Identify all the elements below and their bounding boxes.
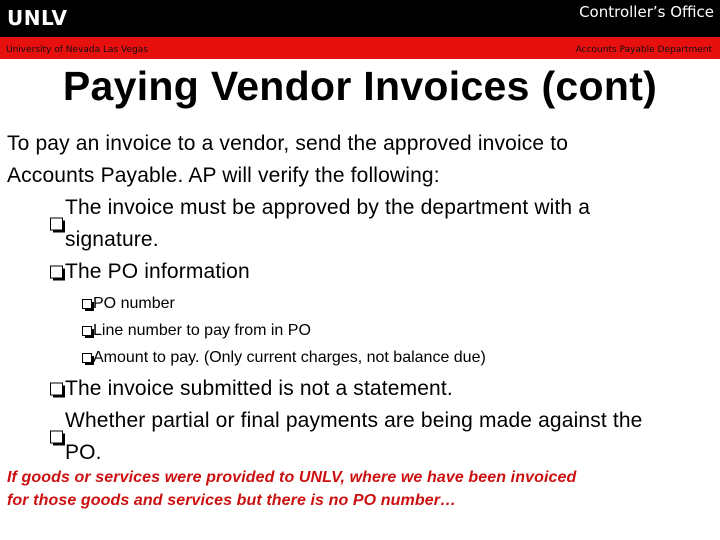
note-line-1: If goods or services were provided to UNLV, where we have been invoiced	[7, 469, 577, 486]
checkbox-bullet-icon	[50, 431, 63, 444]
list-item	[7, 192, 717, 256]
sub-list-item-text: PO number	[93, 295, 175, 312]
university-name: University of Nevada Las Vegas	[6, 45, 148, 55]
intro-text	[7, 128, 717, 192]
checkbox-bullet-icon	[50, 266, 63, 279]
intro-line-2: Accounts Payable. AP will verify the following:	[7, 164, 440, 187]
department-name: Accounts Payable Department	[575, 45, 712, 55]
slide-body	[7, 128, 717, 469]
sub-list-item-text: Amount to pay. (Only current charges, not balance due)	[93, 349, 486, 366]
header-bar	[0, 0, 720, 37]
subheader-bar	[0, 37, 720, 59]
checklist	[7, 192, 717, 469]
list-item	[7, 405, 717, 469]
list-item-text: The PO information	[65, 260, 250, 283]
sub-list-item-text: Line number to pay from in PO	[93, 322, 311, 339]
sub-list-item	[7, 344, 717, 371]
list-item	[7, 373, 717, 405]
list-item-text-continued: signature.	[65, 228, 159, 251]
checkbox-bullet-icon	[82, 299, 92, 309]
checkbox-bullet-icon	[50, 383, 63, 396]
intro-line-1: To pay an invoice to a vendor, send the approved invoice to	[7, 132, 569, 155]
list-item-text: Whether partial or final payments are being made against the	[65, 409, 643, 432]
checkbox-bullet-icon	[82, 353, 92, 363]
office-name: Controller’s Office	[579, 3, 714, 21]
list-item-text: The invoice must be approved by the department with a	[65, 196, 591, 219]
list-item-text-continued: PO.	[65, 441, 102, 464]
sub-list-item	[7, 317, 717, 344]
slide-title: Paying Vendor Invoices (cont)	[62, 63, 658, 109]
brand-logo-text: UNLV	[7, 6, 68, 30]
sub-list-item	[7, 290, 717, 317]
red-note	[7, 466, 719, 512]
checkbox-bullet-icon	[82, 326, 92, 336]
note-line-2: for those goods and services but there is no PO number…	[7, 492, 457, 509]
list-item-text: The invoice submitted is not a statement.	[65, 377, 453, 400]
checkbox-bullet-icon	[50, 218, 63, 231]
list-item	[7, 256, 717, 288]
